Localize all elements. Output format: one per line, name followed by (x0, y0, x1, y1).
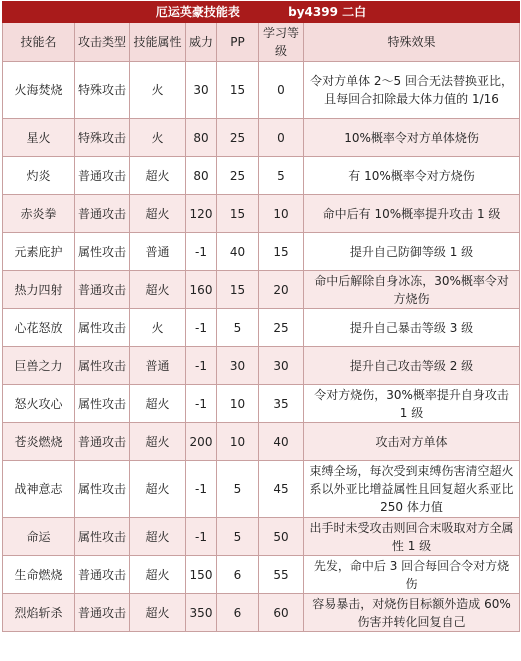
cell-pp: 30 (217, 347, 259, 385)
cell-skill-attribute: 超火 (130, 556, 186, 594)
cell-skill-attribute: 普通 (130, 347, 186, 385)
cell-attack-type: 属性攻击 (75, 309, 130, 347)
cell-power: 200 (186, 423, 217, 461)
table-row (3, 271, 520, 309)
cell-skill-name: 火海焚烧 (3, 62, 75, 119)
cell-skill-attribute: 火 (130, 309, 186, 347)
cell-attack-type: 普通攻击 (75, 556, 130, 594)
cell-skill-attribute: 超火 (130, 594, 186, 632)
cell-learn-level: 20 (259, 271, 304, 309)
cell-skill-name: 生命燃烧 (3, 556, 75, 594)
cell-learn-level: 55 (259, 556, 304, 594)
cell-pp: 15 (217, 62, 259, 119)
cell-learn-level: 30 (259, 347, 304, 385)
cell-learn-level: 60 (259, 594, 304, 632)
header-pp: PP (217, 23, 259, 62)
cell-pp: 10 (217, 385, 259, 423)
cell-skill-name: 战神意志 (3, 461, 75, 518)
cell-pp: 6 (217, 594, 259, 632)
cell-power: 80 (186, 157, 217, 195)
header-power: 威力 (186, 23, 217, 62)
table-row (3, 309, 520, 347)
cell-learn-level: 5 (259, 157, 304, 195)
cell-power: -1 (186, 461, 217, 518)
cell-skill-attribute: 超火 (130, 157, 186, 195)
table-row (3, 556, 520, 594)
cell-skill-attribute: 超火 (130, 423, 186, 461)
cell-learn-level: 10 (259, 195, 304, 233)
cell-attack-type: 特殊攻击 (75, 119, 130, 157)
table-author: by4399 二白 (288, 5, 367, 19)
table-row (3, 233, 520, 271)
cell-skill-attribute: 超火 (130, 195, 186, 233)
table-row (3, 347, 520, 385)
cell-attack-type: 属性攻击 (75, 233, 130, 271)
cell-special-effect: 提升自己暴击等级 3 级 (304, 309, 520, 347)
cell-skill-attribute: 火 (130, 119, 186, 157)
cell-power: 120 (186, 195, 217, 233)
cell-power: 30 (186, 62, 217, 119)
cell-attack-type: 普通攻击 (75, 423, 130, 461)
table-row (3, 157, 520, 195)
cell-skill-attribute: 普通 (130, 233, 186, 271)
table-title-cell (3, 2, 520, 23)
cell-pp: 40 (217, 233, 259, 271)
cell-skill-name: 烈焰斩杀 (3, 594, 75, 632)
cell-learn-level: 25 (259, 309, 304, 347)
cell-special-effect: 提升自己攻击等级 2 级 (304, 347, 520, 385)
cell-attack-type: 属性攻击 (75, 518, 130, 556)
cell-power: -1 (186, 309, 217, 347)
cell-special-effect: 令对方单体 2～5 回合无法替换亚比，且每回合扣除最大体力值的 1/16 (304, 62, 520, 119)
table-title-row (3, 2, 520, 23)
cell-skill-attribute: 超火 (130, 461, 186, 518)
skill-table-container (2, 1, 519, 632)
cell-skill-attribute: 超火 (130, 518, 186, 556)
cell-power: 160 (186, 271, 217, 309)
cell-pp: 25 (217, 119, 259, 157)
cell-learn-level: 35 (259, 385, 304, 423)
cell-pp: 5 (217, 461, 259, 518)
cell-skill-attribute: 超火 (130, 271, 186, 309)
cell-pp: 10 (217, 423, 259, 461)
header-learn-level: 学习等级 (259, 23, 304, 62)
cell-skill-name: 热力四射 (3, 271, 75, 309)
cell-learn-level: 15 (259, 233, 304, 271)
cell-power: 350 (186, 594, 217, 632)
table-row (3, 62, 520, 119)
cell-skill-name: 心花怒放 (3, 309, 75, 347)
cell-learn-level: 50 (259, 518, 304, 556)
cell-pp: 15 (217, 195, 259, 233)
table-row (3, 385, 520, 423)
cell-skill-name: 命运 (3, 518, 75, 556)
cell-learn-level: 0 (259, 119, 304, 157)
cell-pp: 15 (217, 271, 259, 309)
cell-power: -1 (186, 233, 217, 271)
cell-special-effect: 命中后有 10%概率提升攻击 1 级 (304, 195, 520, 233)
cell-attack-type: 属性攻击 (75, 461, 130, 518)
cell-special-effect: 命中后解除自身冰冻，30%概率令对方烧伤 (304, 271, 520, 309)
table-row (3, 518, 520, 556)
cell-skill-name: 巨兽之力 (3, 347, 75, 385)
header-skill-attribute: 技能属性 (130, 23, 186, 62)
cell-special-effect: 提升自己防御等级 1 级 (304, 233, 520, 271)
header-attack-type: 攻击类型 (75, 23, 130, 62)
table-header-row (3, 23, 520, 62)
header-special-effect: 特殊效果 (304, 23, 520, 62)
cell-power: -1 (186, 385, 217, 423)
cell-special-effect: 10%概率令对方单体烧伤 (304, 119, 520, 157)
cell-attack-type: 属性攻击 (75, 385, 130, 423)
cell-special-effect: 出手时未受攻击则回合末吸取对方全属性 1 级 (304, 518, 520, 556)
cell-special-effect: 令对方烧伤，30%概率提升自身攻击 1 级 (304, 385, 520, 423)
cell-attack-type: 普通攻击 (75, 271, 130, 309)
table-row (3, 594, 520, 632)
cell-special-effect: 先发，命中后 3 回合每回合令对方烧伤 (304, 556, 520, 594)
cell-skill-name: 星火 (3, 119, 75, 157)
cell-power: -1 (186, 347, 217, 385)
cell-learn-level: 40 (259, 423, 304, 461)
cell-learn-level: 45 (259, 461, 304, 518)
cell-skill-name: 灼炎 (3, 157, 75, 195)
cell-power: 150 (186, 556, 217, 594)
cell-power: 80 (186, 119, 217, 157)
cell-attack-type: 特殊攻击 (75, 62, 130, 119)
cell-skill-name: 怒火攻心 (3, 385, 75, 423)
cell-learn-level: 0 (259, 62, 304, 119)
cell-pp: 5 (217, 309, 259, 347)
table-title: 厄运英豪技能表 (155, 5, 240, 19)
cell-skill-name: 元素庇护 (3, 233, 75, 271)
header-skill-name: 技能名 (3, 23, 75, 62)
cell-special-effect: 攻击对方单体 (304, 423, 520, 461)
cell-skill-attribute: 火 (130, 62, 186, 119)
cell-attack-type: 普通攻击 (75, 157, 130, 195)
cell-special-effect: 束缚全场，每次受到束缚伤害清空超火系以外亚比增益属性且回复超火系亚比 250 体力值 (304, 461, 520, 518)
table-row (3, 461, 520, 518)
table-row (3, 119, 520, 157)
cell-skill-attribute: 超火 (130, 385, 186, 423)
cell-power: -1 (186, 518, 217, 556)
cell-attack-type: 属性攻击 (75, 347, 130, 385)
cell-pp: 6 (217, 556, 259, 594)
table-row (3, 195, 520, 233)
cell-skill-name: 赤炎拳 (3, 195, 75, 233)
cell-attack-type: 普通攻击 (75, 594, 130, 632)
skill-table (2, 1, 520, 632)
cell-pp: 25 (217, 157, 259, 195)
cell-pp: 5 (217, 518, 259, 556)
cell-special-effect: 有 10%概率令对方烧伤 (304, 157, 520, 195)
cell-skill-name: 苍炎燃烧 (3, 423, 75, 461)
cell-attack-type: 普通攻击 (75, 195, 130, 233)
cell-special-effect: 容易暴击，对烧伤目标额外造成 60%伤害并转化回复自己 (304, 594, 520, 632)
table-row (3, 423, 520, 461)
